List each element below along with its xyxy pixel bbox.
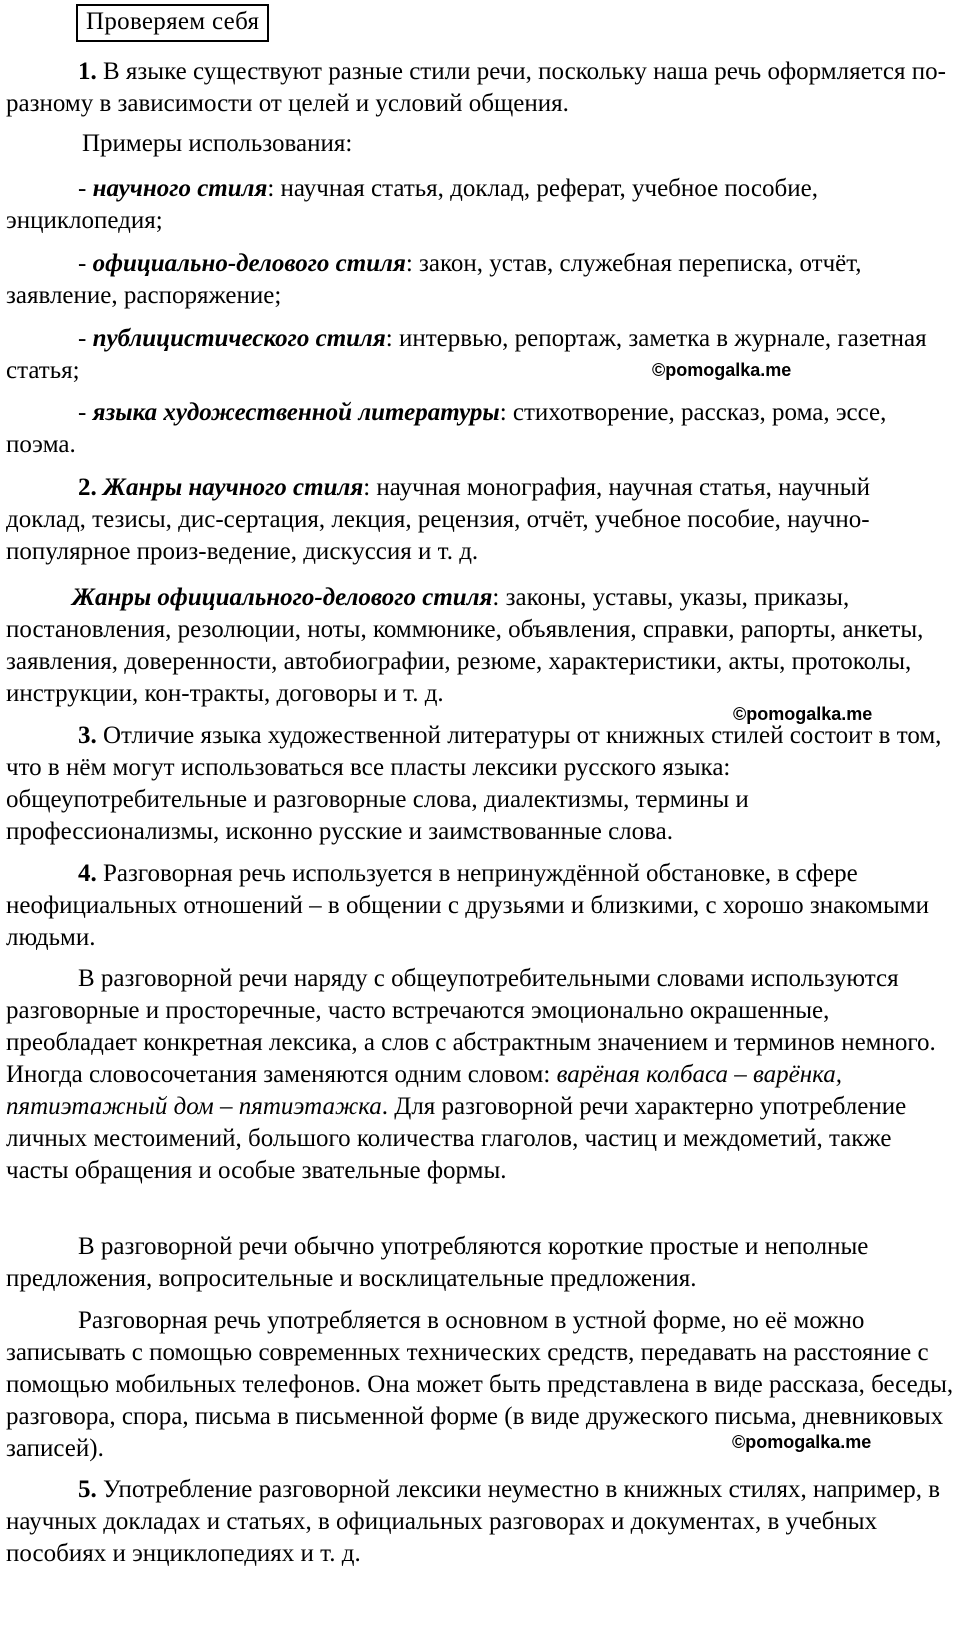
style-term: языка художественной литературы [92, 399, 500, 426]
dash: - [78, 399, 93, 426]
example-publicistic [6, 323, 954, 387]
genre-term: Жанры официального-делового стиля [72, 584, 493, 611]
style-term: публицистического стиля [92, 325, 386, 352]
example-scientific [6, 173, 954, 237]
paragraph-text: Разговорная речь используется в непринуждённой обстановке, в сфере неофициальных отношений – в общении с друзьями и близкими, с хорошо знакомыми людьми. [6, 860, 929, 951]
paragraph-7: Разговорная речь употребляется в основном в устной форме, но её можно записывать с помощью современных технических средств, передавать на расстояние с помощью мобильных телефонов. Она может быть представлена в виде рассказа, беседы, разговора, спора, письма в письменной форме (в виде дружеского письма, дневниковых записей). [6, 1307, 954, 1462]
paragraph-text: Отличие языка художественной литературы от книжных стилей состоит в том, что в нём могут использоваться все пласты лексики русского языка: общеупотребительные и разговорные слова, диалектизмы, термины и профессионализмы, исконно русские и заимствованные слова. [6, 722, 942, 845]
examples-title: Примеры использования: [82, 130, 353, 157]
watermark: ©pomogalka.me [652, 360, 792, 380]
example-text: : стихотворение, рассказ, рома, эссе, поэма. [6, 399, 887, 458]
item-number: 2. [78, 474, 97, 501]
paragraph-3 [6, 720, 954, 848]
example-words: варёная колбаса – варёнка, пятиэтажный дом – пятиэтажка [6, 1061, 842, 1120]
example-text: : закон, устав, служебная переписка, отчёт, заявление, распоряжение; [6, 250, 862, 309]
example-fiction [6, 397, 954, 461]
item-number: 3. [78, 722, 97, 749]
paragraph-2 [6, 472, 954, 568]
watermark: ©pomogalka.me [733, 704, 873, 724]
paragraph-text: В разговорной речи наряду с общеупотребительными словами используются разговорные и просторечные, часто встречаются эмоционально окрашенные, преобладает конкретная лексика, а слов с абстрактным значением и терминов немного. Иногда словосочетания заменяются одним словом: [6, 965, 936, 1088]
style-term: официально-делового стиля [92, 250, 406, 277]
item-number: 1. [78, 58, 97, 85]
paragraph-text: Употребление разговорной лексики неуместно в книжных стилях, например, в научных докладах и статьях, в официальных разговорах и документах, в учебных пособиях и энциклопедиях и т. д. [6, 1476, 941, 1567]
paragraph-1 [6, 56, 954, 120]
dash: - [78, 175, 93, 202]
item-number: 4. [78, 860, 97, 887]
section-title-box: Проверяем себя [76, 4, 269, 42]
paragraph-text: : научная монография, научная статья, научный доклад, тезисы, дис-сертация, лекция, рецензия, отчёт, учебное пособие, научно-популярное произ-ведение, дискуссия и т. д. [6, 474, 870, 565]
paragraph-5 [6, 963, 954, 1187]
paragraph-6: В разговорной речи обычно употребляются короткие простые и неполные предложения, вопросительные и восклицательные предложения. [6, 1233, 869, 1292]
example-text: : интервью, репортаж, заметка в журнале, газетная статья; [6, 325, 927, 384]
paragraph-text: В языке существуют разные стили речи, поскольку наша речь оформляется по-разному в зависимости от целей и условий общения. [6, 58, 946, 117]
paragraph-text: : законы, уставы, указы, приказы, постановления, резолюции, ноты, коммюнике, объявления, справки, рапорты, анкеты, заявления, доверенности, автобиографии, резюме, характеристики, акты, протоколы, инструкции, кон-тракты, договоры и т. д. [6, 584, 924, 707]
item-number: 5. [78, 1476, 97, 1503]
dash: - [78, 325, 93, 352]
paragraph-2b [6, 582, 954, 710]
example-official [6, 248, 954, 312]
paragraph-4 [6, 858, 954, 954]
style-term: научного стиля [92, 175, 268, 202]
example-text: : научная статья, доклад, реферат, учебное пособие, энциклопедия; [6, 175, 818, 234]
paragraph-text: . Для разговорной речи характерно употребление личных местоимений, большого количества глаголов, частиц и междометий, также часты обращения и особые звательные формы. [6, 1093, 907, 1184]
dash: - [78, 250, 93, 277]
watermark: ©pomogalka.me [732, 1432, 872, 1452]
paragraph-8 [6, 1474, 954, 1570]
genre-term: Жанры научного стиля [96, 474, 364, 501]
